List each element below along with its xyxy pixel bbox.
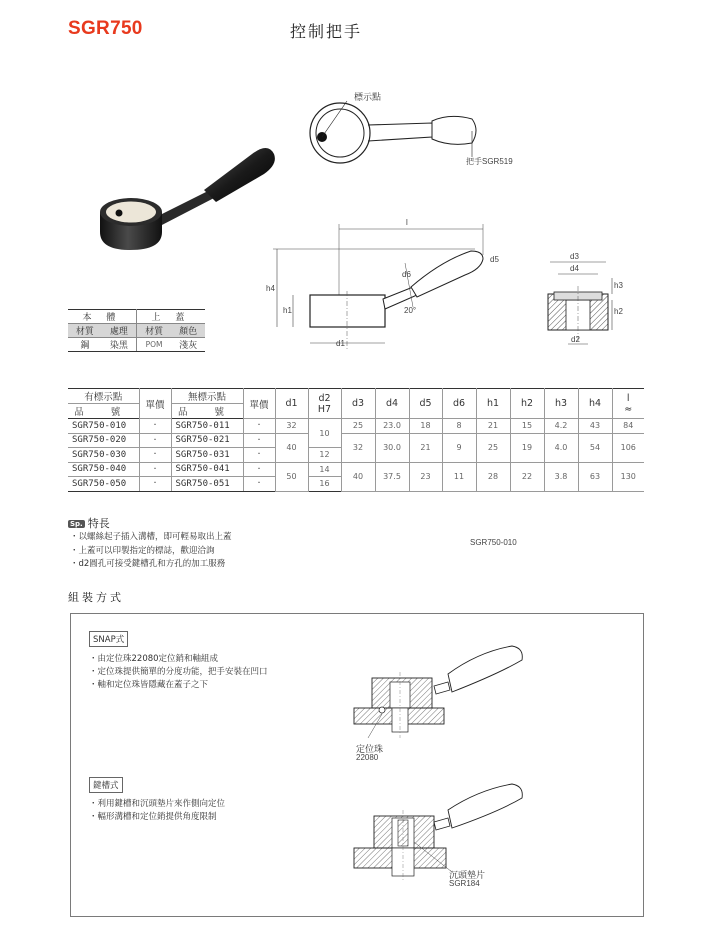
cell-h4: 54 — [578, 433, 612, 462]
dim-d5: d5 — [490, 255, 499, 264]
snap-tag: SNAP式 — [89, 631, 128, 647]
header-h1: h1 — [476, 389, 510, 419]
cell-d5: 21 — [409, 433, 442, 462]
header-price-a: 單價 — [139, 389, 171, 419]
part-no-b: SGR750-041 — [171, 462, 243, 477]
dim-d6: d6 — [402, 270, 411, 279]
cell-d4: 37.5 — [375, 462, 409, 491]
cell-h4: 63 — [578, 462, 612, 491]
price-a: · — [139, 477, 171, 492]
header-d2 — [308, 389, 341, 419]
part-no-a: SGR750-020 — [68, 433, 139, 448]
header-with-marker: 有標示點 — [68, 389, 139, 404]
header-d5: d5 — [409, 389, 442, 419]
header-material: 材質 — [68, 324, 102, 338]
dim-angle: 20° — [404, 306, 417, 315]
cell-d1: 40 — [275, 433, 308, 462]
snap-part-label: 定位珠 — [356, 745, 384, 755]
list-item: ・輻形溝槽和定位銷提供角度限制 — [89, 812, 217, 822]
part-no-a: SGR750-050 — [68, 477, 139, 492]
price-b: · — [243, 477, 275, 492]
product-photo — [92, 140, 292, 260]
list-item: ・定位珠提供簡單的分度功能，把手安裝在凹口 — [89, 667, 268, 677]
header-d2-tol: H7 — [317, 403, 332, 415]
cell-h1: 21 — [476, 419, 510, 434]
header-d2-label: d2 — [318, 392, 331, 404]
assembly-title: 組裝方式 — [68, 591, 124, 604]
header-treatment: 處理 — [102, 324, 137, 338]
cell-treatment: 染黑 — [102, 338, 137, 352]
sp-badge: Sp. — [70, 520, 83, 528]
header-d4: d4 — [375, 389, 409, 419]
page-title: 控制把手 — [290, 22, 363, 41]
features-list — [70, 531, 232, 572]
cell-h1: 28 — [476, 462, 510, 491]
cell-color: 淺灰 — [171, 338, 205, 352]
cell-h3: 4.0 — [544, 433, 578, 462]
cell-h2: 15 — [510, 419, 544, 434]
cell-d2: 12 — [308, 448, 341, 463]
table-row — [68, 462, 644, 477]
cell-d4: 23.0 — [375, 419, 409, 434]
cell-l: 130 — [612, 462, 644, 491]
dim-h1: h1 — [283, 306, 292, 315]
list-item: ・由定位珠22080定位銷和軸組成 — [89, 654, 219, 664]
list-item: ・d2圓孔可接受鍵槽孔和方孔的加工服務 — [70, 559, 226, 569]
header-h4: h4 — [578, 389, 612, 419]
cell-d5: 18 — [409, 419, 442, 434]
header-without-marker: 無標示點 — [171, 389, 243, 404]
cell-d6: 11 — [442, 462, 476, 491]
snap-list — [89, 653, 268, 692]
key-list — [89, 798, 225, 824]
header-part-no-a: 品 號 — [68, 404, 139, 419]
cell-l: 106 — [612, 433, 644, 462]
list-item: ・上蓋可以印製指定的標誌，歡迎洽詢 — [70, 545, 215, 556]
header-d3: d3 — [341, 389, 375, 419]
list-item: ・利用鍵槽和沉頭墊片來作側向定位 — [89, 799, 226, 809]
material-table — [68, 309, 205, 352]
key-part-label: 沉頭墊片 — [449, 871, 486, 881]
cell-d3: 32 — [341, 433, 375, 462]
example-part-no: SGR750-010 — [470, 538, 517, 547]
group-body: 本 體 — [68, 310, 136, 324]
part-no-b: SGR750-051 — [171, 477, 243, 492]
side-view-drawing — [265, 215, 525, 355]
dim-d2: d2 — [571, 335, 580, 344]
cell-h1: 25 — [476, 433, 510, 462]
header-price-b: 單價 — [243, 389, 275, 419]
cell-d2: 16 — [308, 477, 341, 492]
part-no-a: SGR750-010 — [68, 419, 139, 434]
features-title-text: 特長 — [87, 517, 110, 530]
list-item: ・軸和定位珠皆隱藏在蓋子之下 — [89, 680, 209, 690]
key-tag: 鍵槽式 — [89, 777, 123, 793]
cell-d6: 8 — [442, 419, 476, 434]
cell-d6: 9 — [442, 433, 476, 462]
cell-d1: 50 — [275, 462, 308, 491]
dim-d4: d4 — [570, 264, 579, 273]
header-h2: h2 — [510, 389, 544, 419]
snap-part-no: 22080 — [356, 753, 379, 762]
price-b: · — [243, 433, 275, 448]
cell-h3: 4.2 — [544, 419, 578, 434]
header-h3: h3 — [544, 389, 578, 419]
cell-d5: 23 — [409, 462, 442, 491]
cell-h2: 19 — [510, 433, 544, 462]
price-b: · — [243, 419, 275, 434]
snap-assembly-drawing — [348, 634, 548, 744]
cell-h3: 3.8 — [544, 462, 578, 491]
part-no-b: SGR750-031 — [171, 448, 243, 463]
table-row — [68, 419, 644, 434]
header-part-no-b: 品 號 — [171, 404, 243, 419]
header-l — [612, 389, 644, 419]
header-d1: d1 — [275, 389, 308, 419]
price-b: · — [243, 448, 275, 463]
price-a: · — [139, 448, 171, 463]
key-assembly-drawing — [348, 780, 548, 885]
table-row — [68, 433, 644, 448]
price-a: · — [139, 433, 171, 448]
cell-material: 鋼 — [68, 338, 102, 352]
dimension-table — [68, 388, 644, 492]
price-b: · — [243, 462, 275, 477]
dim-h2: h2 — [614, 307, 623, 316]
group-cap: 上 蓋 — [136, 310, 205, 324]
top-view-drawing — [300, 85, 540, 185]
header-d6: d6 — [442, 389, 476, 419]
marker-label: 標示點 — [354, 93, 382, 103]
section-view-drawing — [540, 250, 630, 350]
product-code: SGR750 — [68, 18, 143, 39]
header-l-approx: ≈ — [624, 403, 633, 415]
cell-d3: 25 — [341, 419, 375, 434]
header-l-label: l — [626, 392, 630, 404]
cell-h2: 22 — [510, 462, 544, 491]
cell-h4: 43 — [578, 419, 612, 434]
dim-h3: h3 — [614, 281, 623, 290]
cell-d1: 32 — [275, 419, 308, 434]
cell-d4: 30.0 — [375, 433, 409, 462]
cell-cap-material: POM — [136, 338, 171, 352]
dim-h4: h4 — [266, 284, 275, 293]
cell-d3: 40 — [341, 462, 375, 491]
handle-label: 把手SGR519 — [466, 157, 513, 166]
list-item: ・以螺絲起子插入溝槽，即可輕易取出上蓋 — [70, 532, 232, 542]
cell-l: 84 — [612, 419, 644, 434]
cell-d2: 14 — [308, 462, 341, 477]
part-no-b: SGR750-011 — [171, 419, 243, 434]
price-a: · — [139, 419, 171, 434]
dim-d1: d1 — [336, 339, 345, 348]
dim-l: l — [406, 218, 408, 227]
dim-d3: d3 — [570, 252, 579, 261]
features-title — [68, 515, 110, 531]
part-no-b: SGR750-021 — [171, 433, 243, 448]
header-cap-material: 材質 — [136, 324, 171, 338]
key-part-no: SGR184 — [449, 879, 480, 888]
price-a: · — [139, 462, 171, 477]
cell-d2: 10 — [308, 419, 341, 448]
header-color: 顏色 — [171, 324, 205, 338]
part-no-a: SGR750-030 — [68, 448, 139, 463]
part-no-a: SGR750-040 — [68, 462, 139, 477]
